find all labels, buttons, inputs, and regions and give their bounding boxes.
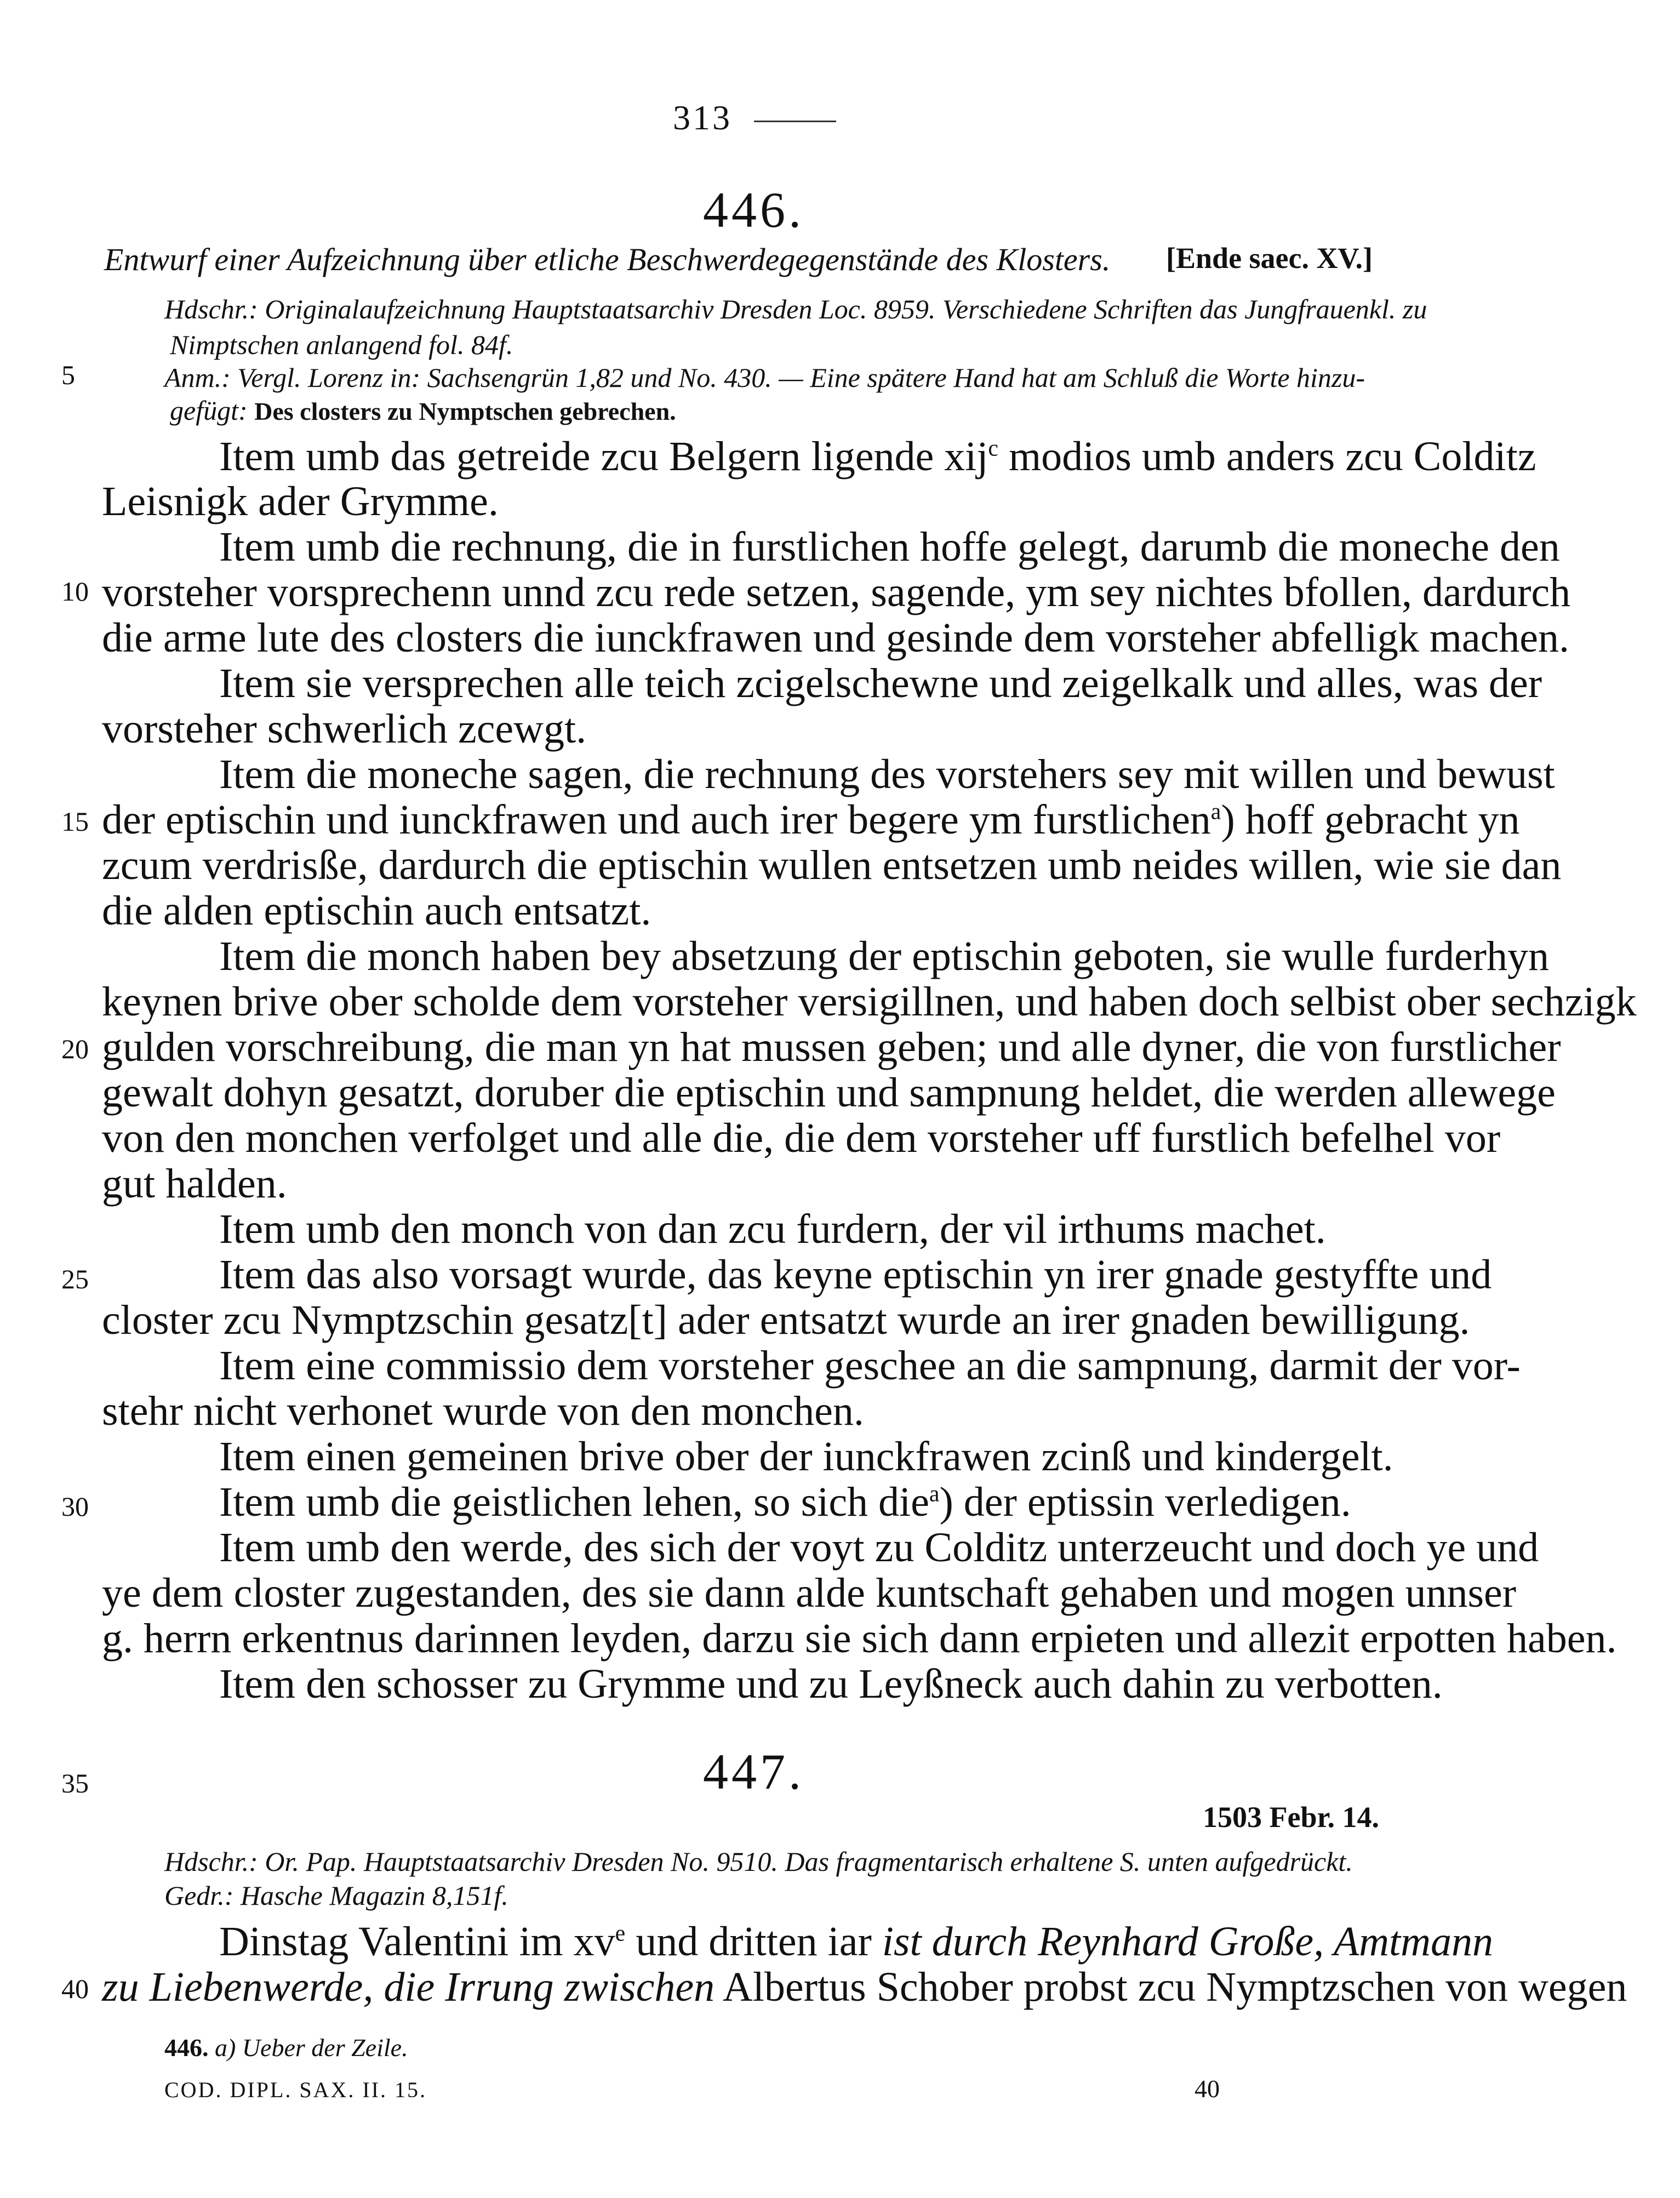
text-span: Item umb die geistlichen lehen, so sich die — [219, 1479, 929, 1525]
doc-447-date: 1503 Febr. 14. — [1203, 1801, 1379, 1834]
doc-446-line-25: Item umb den werde, des sich der voyt zu Colditz unterzeucht und doch ye und — [219, 1525, 1539, 1571]
doc-446-line-12: Item die monch haben bey absetzung der eptischin geboten, sie wulle furderhyn — [219, 933, 1549, 979]
italic-span: ist durch Reynhard Große, Amtmann — [882, 1919, 1494, 1965]
doc-446-line-27: g. herrn erkentnus darinnen leyden, darzu sie sich dann erpieten und allezit erpotten haben. — [102, 1615, 1617, 1662]
doc-446-line-9 — [102, 796, 1520, 844]
doc-446-line-7: vorsteher schwerlich zcewgt. — [102, 706, 587, 752]
text-span: Albertus Schober probst zcu Nymptzschen von wegen — [715, 1964, 1627, 2010]
doc-446-line-6: Item sie versprechen alle teich zcigelschewne und zeigelkalk und alles, was der — [219, 660, 1542, 706]
text-span: Item umb das getreide zcu Belgern ligende xij — [219, 433, 988, 479]
doc-446-line-19: Item das also vorsagt wurde, das keyne eptischin yn irer gnade gestyffte und — [219, 1252, 1492, 1298]
superscript: e — [615, 1921, 626, 1946]
line-number: 5 — [61, 359, 75, 390]
line-number: 25 — [61, 1264, 89, 1294]
text-span: modios umb anders zcu Colditz — [998, 433, 1536, 479]
line-number: 20 — [61, 1034, 89, 1064]
text-span: Dinstag Valentini im xv — [219, 1919, 615, 1965]
line-number: 40 — [61, 1973, 89, 2004]
line-number: 15 — [61, 806, 89, 837]
doc-446-line-10: zcum verdrisße, dardurch die eptischin wullen entsetzen umb neides willen, wie sie dan — [102, 842, 1562, 888]
note-4-text: Des closters zu Nymptschen gebrechen. — [254, 397, 676, 425]
page-number-text: 313 — [673, 98, 732, 137]
text-span: ) hoff gebracht yn — [1221, 797, 1520, 843]
doc-446-line-15: gewalt dohyn gesatzt, doruber die eptischin und sampnung heldet, die werden allewege — [102, 1070, 1556, 1116]
text-span: und dritten iar — [625, 1919, 882, 1965]
superscript: c — [988, 436, 998, 461]
doc-446-line-13: keynen brive ober scholde dem vorsteher versigillnen, und haben doch selbist ober sechzigk — [102, 979, 1637, 1025]
doc-446-line-16: von den monchen verfolget und alle die, die dem vorsteher uff furstlich befelhel vor — [102, 1115, 1501, 1161]
doc-446-date: [Ende saec. XV.] — [1166, 242, 1373, 275]
doc-447-note-1: Hdschr.: Or. Pap. Hauptstaatsarchiv Dresden No. 9510. Das fragmentarisch erhaltene S. unten aufgedrückt. — [164, 1846, 1353, 1877]
doc-446-line-2: Leisnigk ader Grymme. — [102, 478, 499, 524]
doc-446-line-17: gut halden. — [102, 1161, 287, 1207]
line-number: 30 — [61, 1491, 89, 1522]
doc-447-line-2 — [102, 1963, 1627, 2011]
doc-446-line-8: Item die moneche sagen, die rechnung des vorstehers sey mit willen und bewust — [219, 751, 1555, 797]
doc-446-line-20: closter zcu Nymptzschin gesatz[t] ader entsatzt wurde an irer gnaden bewilligung. — [102, 1297, 1470, 1343]
doc-446-number: 446. — [703, 182, 804, 238]
doc-446-note-1: Hdschr.: Originalaufzeichnung Hauptstaatsarchiv Dresden Loc. 8959. Verschiedene Schriften das Jungfrauenkl. zu — [164, 294, 1427, 324]
doc-446-line-28: Item den schosser zu Grymme und zu Leyßneck auch dahin zu verbotten. — [219, 1661, 1443, 1707]
doc-447-note-2: Gedr.: Hasche Magazin 8,151f. — [164, 1880, 508, 1911]
text-span: ) der eptissin verledigen. — [939, 1479, 1351, 1525]
doc-447-line-1 — [219, 1918, 1493, 1966]
doc-446-note-3: Anm.: Vergl. Lorenz in: Sachsengrün 1,82 und No. 430. — Eine spätere Hand hat am Schluß die Worte hinzu- — [164, 362, 1365, 393]
doc-447-number: 447. — [703, 1744, 804, 1800]
doc-446-line-5: die arme lute des closters die iunckfrawen und gesinde dem vorsteher abfelligk machen. — [102, 615, 1570, 661]
doc-446-line-1 — [219, 433, 1536, 481]
doc-446-line-26: ye dem closter zugestanden, des sie dann alde kuntschaft gehaben und mogen unnser — [102, 1570, 1517, 1616]
text-span: der eptischin und iunckfrawen und auch irer begere ym furstlichen — [102, 797, 1211, 843]
doc-446-title: Entwurf einer Aufzeichnung über etliche Beschwerdegegenstände des Klosters. — [104, 242, 1111, 277]
page-number — [673, 98, 836, 138]
footnote-text: a) Ueber der Zeile. — [215, 2034, 408, 2062]
doc-446-line-24 — [219, 1478, 1351, 1526]
doc-446-line-3: Item umb die rechnung, die in furstlichen hoffe gelegt, darumb die moneche den — [219, 524, 1560, 570]
doc-446-note-4 — [170, 395, 676, 426]
header-rule — [754, 121, 836, 122]
note-4-label: gefügt: — [170, 395, 248, 426]
superscript: a — [1210, 799, 1221, 825]
doc-446-line-23: Item einen gemeinen brive ober der iunckfrawen zcinß und kindergelt. — [219, 1434, 1393, 1480]
signature-mark: COD. DIPL. SAX. II. 15. — [164, 2077, 427, 2102]
doc-446-line-4: vorsteher vorsprechenn unnd zcu rede setzen, sagende, ym sey nichtes bfollen, dardurch — [102, 569, 1571, 615]
doc-446-line-21: Item eine commissio dem vorsteher geschee an die sampnung, darmit der vor- — [219, 1343, 1521, 1389]
doc-446-line-18: Item umb den monch von dan zcu furdern, der vil irthums machet. — [219, 1206, 1326, 1252]
footnote — [164, 2033, 408, 2062]
italic-span: zu Liebenwerde, die Irrung zwischen — [102, 1964, 715, 2010]
superscript: a — [929, 1481, 940, 1507]
signature-number: 40 — [1195, 2075, 1220, 2103]
footnote-ref: 446. — [164, 2034, 209, 2062]
doc-446-line-14: gulden vorschreibung, die man yn hat mussen geben; und alle dyner, die von furstlicher — [102, 1024, 1561, 1070]
line-number: 10 — [61, 576, 89, 607]
doc-446-line-11: die alden eptischin auch entsatzt. — [102, 888, 652, 934]
doc-446-line-22: stehr nicht verhonet wurde von den monchen. — [102, 1388, 864, 1434]
line-number: 35 — [61, 1768, 89, 1799]
doc-446-note-2: Nimptschen anlangend fol. 84f. — [170, 329, 513, 360]
